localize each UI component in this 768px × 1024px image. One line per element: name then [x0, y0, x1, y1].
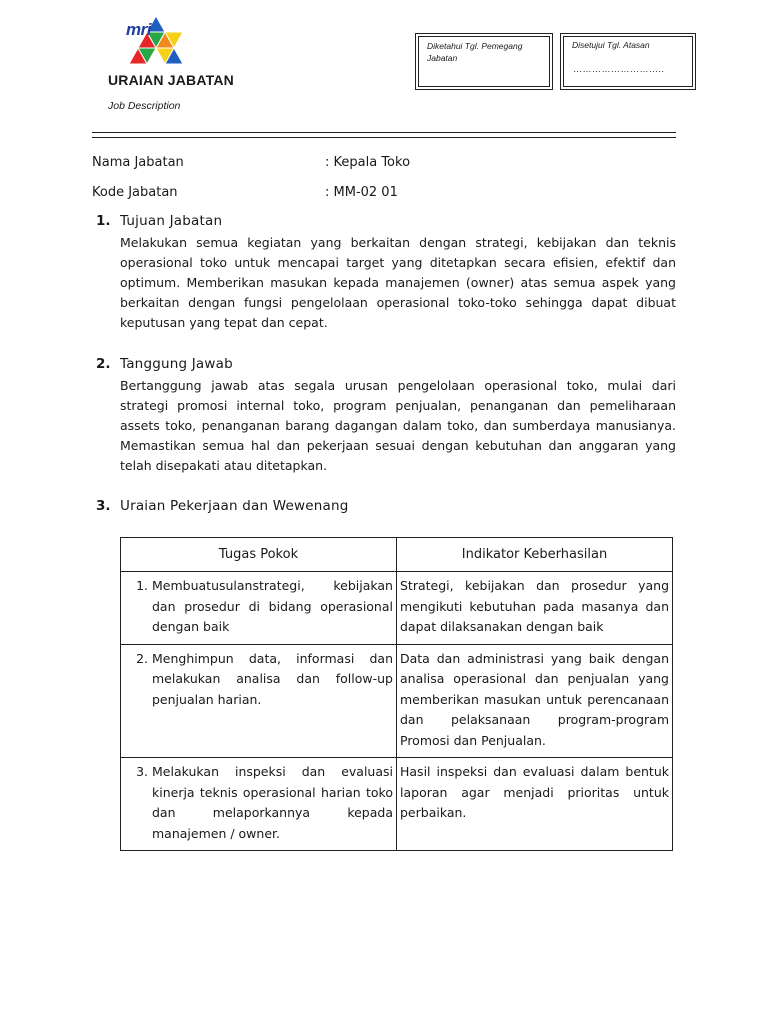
- logo-wordmark: mri: [126, 20, 151, 39]
- job-name-label: Nama Jabatan: [92, 155, 184, 170]
- column-header-task: Tugas Pokok: [121, 538, 397, 572]
- section-2-number: 2.: [96, 356, 111, 372]
- indicator-cell: Strategi, kebijakan dan prosedur yang mengikuti kebutuhan pada masanya dan dapat dilaksanakan dengan baik: [397, 572, 673, 645]
- section-1-number: 1.: [96, 213, 111, 229]
- document-subtitle: Job Description: [108, 100, 181, 112]
- task-text: Membuatusulanstrategi, kebijakan dan prosedur di bidang operasional dengan baik: [152, 578, 393, 634]
- section-3-number: 3.: [96, 498, 111, 514]
- approval-owner-label: Diketahui Tgl. Pemegang Jabatan: [427, 41, 523, 63]
- signature-line: ………………………..: [573, 64, 665, 74]
- section-2-title: Tanggung Jawab: [120, 356, 233, 372]
- table-header-row: [121, 538, 673, 572]
- job-code-value: : MM-02 01: [325, 185, 398, 200]
- table-row: [121, 572, 673, 645]
- section-1-title: Tujuan Jabatan: [120, 213, 223, 229]
- indicator-cell: Hasil inspeksi dan evaluasi dalam bentuk laporan agar menjadi prioritas untuk perbaikan.: [397, 758, 673, 851]
- section-2-body: Bertanggung jawab atas segala urusan pengelolaan operasional toko, mulai dari strategi promosi internal toko, program penjualan, penanganan dan pemeliharaan assets toko, penanganan barang dagangan dalam toko, dan sumberdaya manusianya. Memastikan semua hal dan pekerjaan sesuai dengan kebutuhan dan anggaran yang telah disepakati atau ditetapkan.: [120, 378, 676, 473]
- approval-box-owner: [415, 33, 553, 90]
- table-row: [121, 644, 673, 758]
- job-code-label: Kode Jabatan: [92, 185, 178, 200]
- section-1-body: Melakukan semua kegiatan yang berkaitan dengan strategi, kebijakan dan teknis operasional toko untuk mencapai target yang ditetapkan secara efisien, efektif dan optimum. Memberikan masukan kepada manajemen (owner) atas semua aspek yang berkaitan dengan fungsi pengelolaan operasional toko-toko sehingga dapat dibuat keputusan yang tepat dan cepat.: [120, 235, 676, 330]
- indicator-cell: Data dan administrasi yang baik dengan analisa operasional dan penjualan yang memberikan masukan untuk perencanaan dan pelaksanaan program-program Promosi dan Penjualan.: [397, 644, 673, 758]
- task-text: Melakukan inspeksi dan evaluasi kinerja teknis operasional harian toko dan melaporkannya kepada manajemen / owner.: [152, 764, 393, 841]
- approval-superior-label: Disetujui Tgl. Atasan: [572, 40, 650, 50]
- task-number: 2.: [136, 650, 148, 666]
- duty-table: [120, 537, 673, 851]
- approval-box-superior: [560, 33, 696, 90]
- task-cell: [121, 644, 397, 758]
- task-cell: [121, 572, 397, 645]
- task-cell: [121, 758, 397, 851]
- task-number: 3.: [136, 764, 148, 779]
- document-title: URAIAN JABATAN: [108, 72, 234, 88]
- header-rule-top: [92, 132, 676, 133]
- job-name-value: : Kepala Toko: [325, 155, 411, 170]
- header-rule-bottom: [92, 137, 676, 138]
- task-number: 1.: [136, 578, 148, 593]
- table-row: [121, 758, 673, 851]
- column-header-indicator: Indikator Keberhasilan: [397, 538, 673, 572]
- task-text: Menghimpun data, informasi dan melakukan analisa dan follow-up penjualan harian.: [152, 650, 393, 707]
- section-3-title: Uraian Pekerjaan dan Wewenang: [120, 498, 349, 514]
